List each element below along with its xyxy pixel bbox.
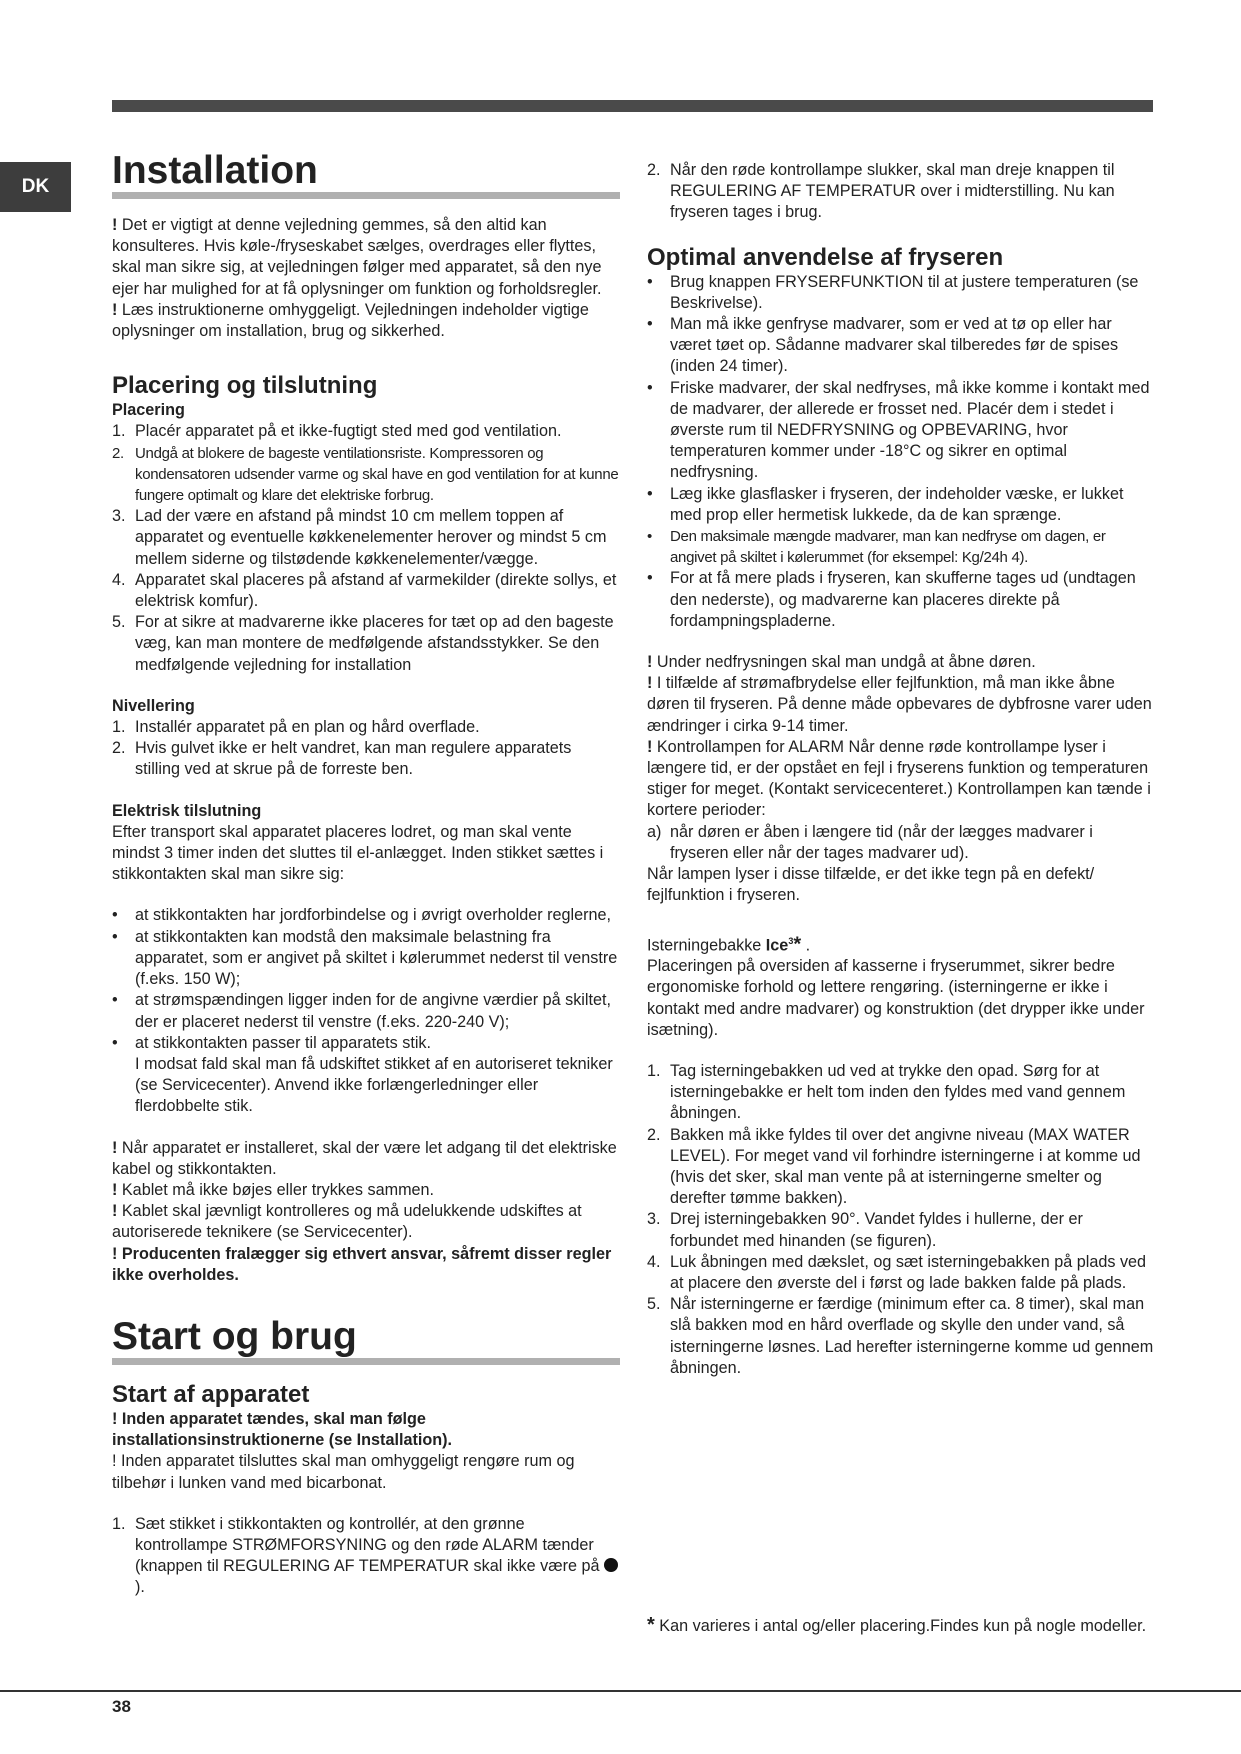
list-item: a) når døren er åben i længere tid (når der lægges madvarer i fryseren eller når der tages madvarer ud). — [647, 822, 1093, 862]
optimal-bullets — [647, 272, 1155, 632]
list-item: • at stikkontakten passer til apparatets stik. I modsat fald skal man få udskiftet stikket af en autoriseret tekniker (se Servicecenter). Anvend ikke forlængerledninger eller flerdobbelte stik. — [112, 1033, 613, 1116]
footnote: * Kan varieres i antal og/eller placering.Findes kun på nogle modeller. — [647, 1614, 1147, 1636]
start-list — [112, 1514, 620, 1599]
list-item: • at strømspændingen ligger inden for de angivne værdier på skiltet, der er placeret nederst til venstre (f.eks. 220-240 V); — [112, 991, 611, 1031]
start-warning-bold: ! Inden apparatet tændes, skal man følge installationsinstruktionerne (se Installation). — [112, 1409, 452, 1450]
list-item: 2. Bakken må ikke fyldes til over det angivne niveau (MAX WATER LEVEL). For meget vand vil forhindre isterningerne i at komme ud (hvis det sker, skal man vente på at isterningerne smelter og derefter tømme bakken). — [647, 1125, 1141, 1208]
list-item: 2. Hvis gulvet ikke er helt vandret, kan man regulere apparatets stilling ved at skrue på de forreste ben. — [112, 739, 572, 779]
nivellering-list — [112, 717, 620, 781]
elektrisk-bullets — [112, 905, 620, 1117]
warning-2: ! Kablet må ikke bøjes eller trykkes sammen. — [112, 1180, 435, 1199]
list-item: • at stikkontakten kan modstå den maksimale belastning fra apparatet, som er angivet på skiltet i kølerummet nederst til venstre (f.eks. 150 W); — [112, 927, 618, 989]
right-column — [647, 160, 1155, 1379]
list-item: • Man må ikke genfryse madvarer, som er ved at tø op eller har været tøet op. Sådanne madvarer skal tilberedes før de spises (inden 24 timer). — [647, 315, 1119, 376]
ice-tray-title: Isterningebakke Ice$^3$* . — [647, 932, 811, 955]
heading-placering-tilslutning: Placering og tilslutning — [112, 372, 378, 400]
list-item: 1. Installér apparatet på en plan og hård overflade. — [112, 718, 480, 737]
list-item: • Brug knappen FRYSERFUNKTION til at justere temperaturen (se Beskrivelse). — [647, 272, 1139, 312]
list-item: • Den maksimale mængde madvarer, man kan nedfryse om dagen, er angivet på skiltet i kølerummet (for eksempel: Kg/24h 4). — [647, 528, 1106, 567]
list-item: • For at få mere plads i fryseren, kan skufferne tages ud (undtagen den nederste), og madvarerne kan placeres direkte på fordampningspladerne. — [647, 569, 1136, 630]
left-column — [112, 150, 620, 1599]
list-item: • at stikkontakten har jordforbindelse og i øvrigt overholder reglerne, — [112, 906, 611, 925]
warning-1: ! Når apparatet er installeret, skal der være let adgang til det elektriske kabel og stikkontakten. — [112, 1138, 617, 1178]
bottom-rule — [0, 1690, 1241, 1692]
list-item: 5. For at sikre at madvarerne ikke placeres for tæt op ad den bageste væg, kan man montere de medfølgende afstandsstykker. Se den medfølgende vejledning for installation — [112, 613, 614, 674]
start-list-continued — [647, 160, 1155, 224]
placering-list — [112, 421, 620, 675]
list-item: 1. Sæt stikket i stikkontakten og kontrollér, at den grønne kontrollampe STRØMFORSYNING og den røde ALARM tænder (knappen til REGULERING AF TEMPERATUR skal ikke være på ). — [112, 1514, 620, 1599]
top-rule — [112, 100, 1153, 112]
warning-liability: ! Producenten fralægger sig ethvert ansvar, såfremt disser regler ikke overholdes. — [112, 1244, 612, 1284]
warning-3: ! Kablet skal jævnligt kontrolleres og må udelukkende udskiftes at autoriserede teknikere (se Servicecenter). — [112, 1202, 582, 1242]
note-1: ! Under nedfrysningen skal man undgå at åbne døren. — [647, 653, 1036, 672]
list-item: 2. Når den røde kontrollampe slukker, skal man dreje knappen til REGULERING AF TEMPERATUR over i midterstilling. Nu kan fryseren tages i brug. — [647, 161, 1115, 222]
language-tab: DK — [0, 162, 71, 212]
list-item: 3. Drej isterningebakken 90°. Vandet fyldes i hullerne, der er forbundet med hinanden (se figuren). — [647, 1210, 1083, 1250]
ice-tray-steps — [647, 1061, 1155, 1379]
note-3: ! Kontrollampen for ALARM Når denne røde kontrollampe lyser i længere tid, er der opstået en fejl i fryserens funktion og temperaturen stiger for meget. (Kontakt servicecenteret.) Kontrollampen kan tænde i kortere perioder: — [647, 737, 1151, 820]
alarm-list — [647, 822, 1155, 864]
page-number: 38 — [112, 1697, 131, 1716]
section-title-start-og-brug: Start og brug — [112, 1316, 620, 1365]
start-note: ! Inden apparatet tilsluttes skal man omhyggeligt rengøre rum og tilbehør i lunken vand med bicarbonat. — [112, 1452, 575, 1492]
off-position-dot-icon — [604, 1558, 618, 1572]
list-item: 4. Apparatet skal placeres på afstand af varmekilder (direkte sollys, et elektrisk komfur). — [112, 570, 617, 611]
intro-paragraph-2: ! Læs instruktionerne omhyggeligt. Vejledningen indeholder vigtige oplysninger om installation, brug og sikkerhed. — [112, 300, 589, 341]
list-item: 1. Placér apparatet på et ikke-fugtigt sted med god ventilation. — [112, 422, 562, 441]
section-title-installation: Installation — [112, 150, 620, 199]
list-item: • Læg ikke glasflasker i fryseren, der indeholder væske, er lukket med prop eller hermetisk lukkede, da de kan sprænge. — [647, 484, 1124, 524]
subheading-elektrisk: Elektrisk tilslutning — [112, 801, 262, 820]
subheading-nivellering: Nivellering — [112, 696, 195, 715]
subheading-placering: Placering — [112, 401, 185, 420]
intro-paragraph-1: ! Det er vigtigt at denne vejledning gemmes, så den altid kan konsulteres. Hvis køle-/fryseskabet sælges, overdrages eller flyttes, skal man sikre sig, at vejledningen følger med apparatet, så den nye ejer har mulighed for at få oplysninger om funktion og forholdsregler. — [112, 216, 602, 298]
note-2: ! I tilfælde af strømafbrydelse eller fejlfunktion, må man ikke åbne døren til fryseren. På denne måde opbevares de dybfrosne varer uden ændringer i cirka 9-14 timer. — [647, 674, 1152, 735]
alarm-after: Når lampen lyser i disse tilfælde, er det ikke tegn på en defekt/ fejlfunktion i fryseren. — [647, 865, 1095, 905]
heading-optimal-anvendelse: Optimal anvendelse af fryseren — [647, 243, 1004, 271]
list-item: 2. Undgå at blokere de bageste ventilationsriste. Kompressoren og kondensatoren udsender varme og skal have en god ventilation for at kunne fungere optimalt og klare det elektriske forbrug. — [112, 444, 619, 505]
list-item: 4. Luk åbningen med dækslet, og sæt isterningebakken på plads ved at placere den øverste del i først og lade bakken falde på plads. — [647, 1252, 1147, 1292]
ice-tray-description: Placeringen på oversiden af kasserne i fryserummet, sikrer bedre ergonomiske forhold og lettere rengøring. (isterningerne er ikke i kontakt med andre madvarer) og konstruktion (det drypper ikke under isætning). — [647, 957, 1145, 1039]
list-item: 3. Lad der være en afstand på mindst 10 cm mellem toppen af apparatet og eventuelle køkkenelementer herover og mindst 5 cm mellem siderne og tilstødende køkkenelementer/vægge. — [112, 507, 607, 568]
heading-start-af-apparatet: Start af apparatet — [112, 1380, 310, 1408]
elektrisk-intro: Efter transport skal apparatet placeres lodret, og man skal vente mindst 3 timer inden det sluttes til el-anlægget. Inden stikket sættes i stikkontakten skal man sikre sig: — [112, 822, 604, 884]
list-item: 5. Når isterningerne er færdige (minimum efter ca. 8 timer), skal man slå bakken mod en hård overflade og skylle den under vand, så isterningerne løsnes. Lad herefter isterningerne komme ud gennem åbningen. — [647, 1295, 1154, 1377]
list-item: • Friske madvarer, der skal nedfryses, må ikke komme i kontakt med de madvarer, der allerede er frosset ned. Placér dem i stedet i øverste rum til NEDFRYSNING og OPBEVARING, hvor temperaturen kommer under -18°C og sikrer en optimal nedfrysning. — [647, 378, 1150, 482]
list-item: 1. Tag isterningebakken ud ved at trykke den opad. Sørg for at isterningebakke er helt tom inden den fyldes med vand gennem åbningen. — [647, 1061, 1126, 1123]
